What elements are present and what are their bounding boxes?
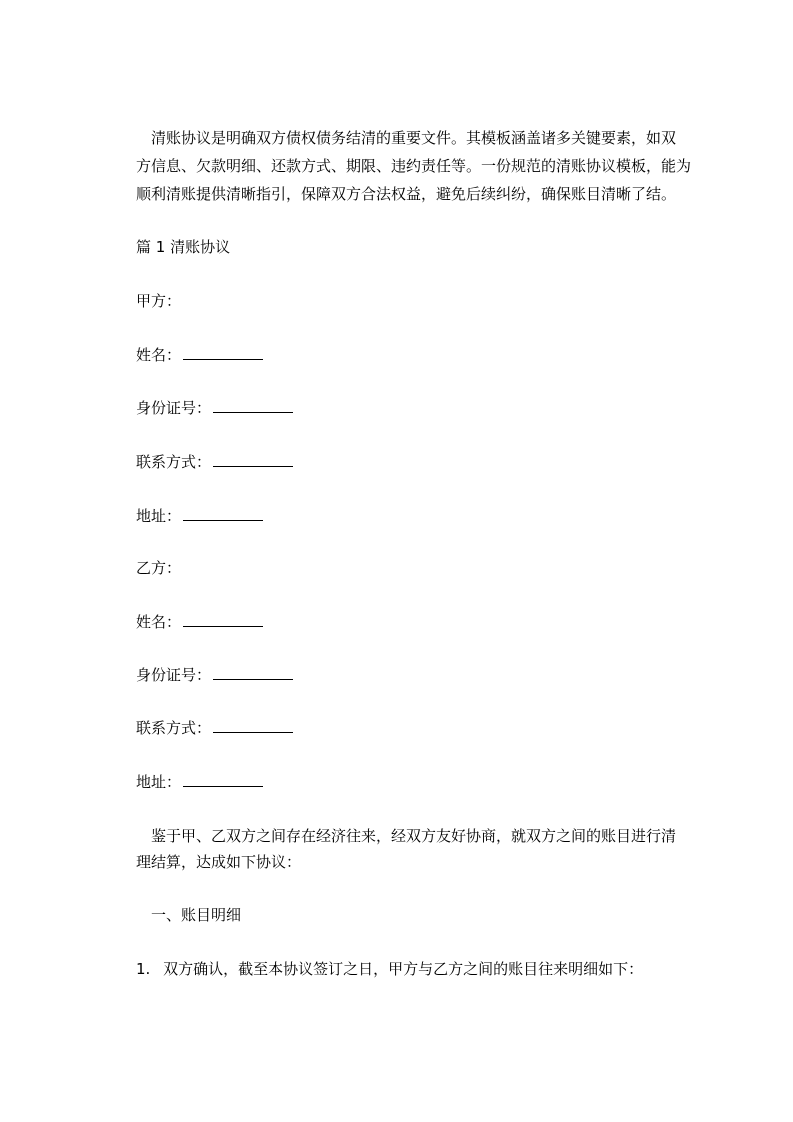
party-b-address-field (136, 772, 263, 792)
intro-line-2: 方信息、欠款明细、还款方式、期限、违约责任等。一份规范的清账协议模板，能为 (136, 157, 692, 175)
field-label: 地址： (136, 507, 182, 525)
field-label: 地址： (136, 773, 182, 791)
party-a-address-field (136, 506, 263, 526)
item-number: 1. (136, 960, 151, 978)
party-b-heading: 乙方： (136, 559, 182, 577)
blank-line (183, 345, 263, 360)
blank-line (213, 398, 293, 413)
intro-line-3: 顺利清账提供清晰指引，保障双方合法权益，避免后续纠纷，确保账目清晰了结。 (136, 185, 677, 203)
field-label: 姓名： (136, 613, 182, 631)
intro-line-1: 清账协议是明确双方债权债务结清的重要文件。其模板涵盖诸多关键要素，如双 (136, 129, 677, 147)
chapter-title: 篇 1 清账协议 (136, 238, 231, 256)
preamble-line-2: 理结算，达成如下协议： (136, 853, 302, 871)
blank-line (183, 612, 263, 627)
section-1-title: 一、账目明细 (136, 906, 242, 924)
party-a-name-field (136, 345, 263, 365)
party-a-id-field (136, 398, 293, 418)
field-label: 身份证号： (136, 666, 212, 684)
blank-line (183, 772, 263, 787)
blank-line (213, 665, 293, 680)
blank-line (213, 718, 293, 733)
party-b-id-field (136, 665, 293, 685)
field-label: 身份证号： (136, 399, 212, 417)
field-label: 联系方式： (136, 453, 212, 471)
party-b-contact-field (136, 718, 293, 738)
item-text: 双方确认，截至本协议签订之日，甲方与乙方之间的账目往来明细如下： (163, 960, 644, 978)
blank-line (183, 506, 263, 521)
party-a-heading: 甲方： (136, 292, 182, 310)
party-b-name-field (136, 612, 263, 632)
field-label: 联系方式： (136, 719, 212, 737)
field-label: 姓名： (136, 346, 182, 364)
blank-line (213, 452, 293, 467)
party-a-contact-field (136, 452, 293, 472)
section-1-item-1 (136, 959, 643, 979)
preamble-line-1: 鉴于甲、乙双方之间存在经济往来，经双方友好协商，就双方之间的账目进行清 (136, 827, 677, 845)
